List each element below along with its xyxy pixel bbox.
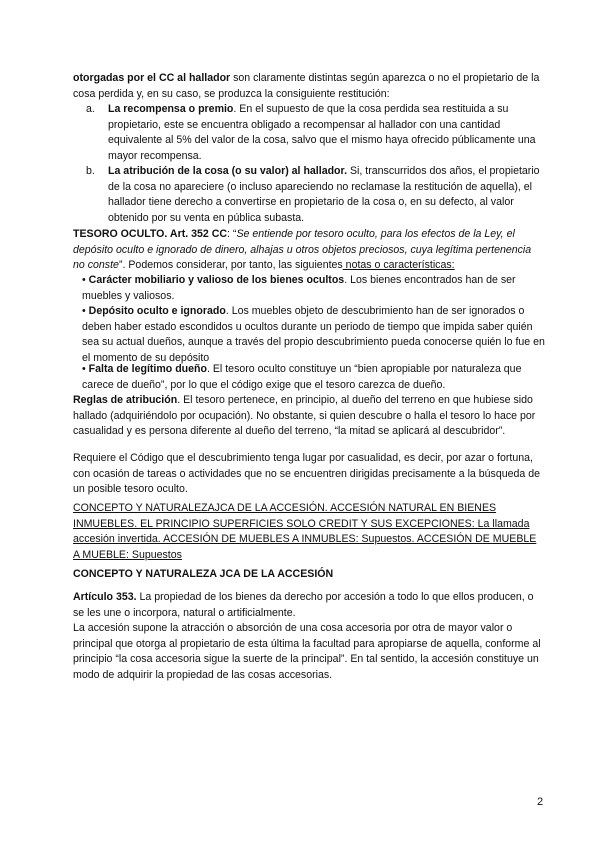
bullet-item xyxy=(82,362,546,393)
bullet-text: . Los muebles objeto de descubrimiento han de ser ignorados o deben haber estado escondidos u ocultos durante un periodo de tiempo que impida saber quién sea su actual dueños, aunque a través del propio descubrimiento pueda conocerse quién lo fue en el momento de su depósito xyxy=(82,305,545,364)
art353-text: La propiedad de los bienes da derecho por accesión a todo lo que ellos producen, o se les une o incorpora, natural o artificialmente. xyxy=(73,591,534,619)
tesoro-text: ”. Podemos considerar, por tanto, las siguientes xyxy=(118,259,343,272)
bullet-title: Falta de legítimo dueño xyxy=(88,363,207,375)
tesoro-underlined: notas o características: xyxy=(342,259,455,272)
art353-paragraph xyxy=(73,590,543,621)
list-item-a xyxy=(86,102,546,164)
list-marker: b. xyxy=(86,165,95,177)
list-item-text: Si, transcurridos dos años, el propietario de la cosa no apareciere (o incluso apareciendo no reclamase la restitución de aquella), el hallador tiene derecho a convertirse en propietario de la cosa o, en su defecto, al valor obtenido por su venta en pública subasta. xyxy=(108,165,540,224)
bullet-item xyxy=(82,273,546,304)
section-title xyxy=(73,567,543,583)
bullet-marker: • xyxy=(82,274,86,286)
bullet-marker: • xyxy=(82,363,86,375)
bullet-title: Depósito oculto e ignorado xyxy=(88,305,226,317)
list-item-b xyxy=(86,164,546,226)
index-heading-text: CONCEPTO Y NATURALEZAJCA DE LA ACCESIÓN. ACCESIÓN NATURAL EN BIENES INMUEBLES. EL PRINCIPIO SUPERFICIES SOLO CREDIT Y SUS EXCEPCIONES: La llamada accesión invertida. ACCESIÓN DE MUEBLES A INMUBLES: Supuestos. ACCESIÓN DE MUEBLE A MUEBLE: Supuestos xyxy=(73,502,537,561)
page-number: 2 xyxy=(537,796,544,808)
index-heading xyxy=(73,501,543,563)
accesion-paragraph: La accesión supone la atracción o absorción de una cosa accesoria por otra de mayor valor o principal que otorga al propietario de esta última la facultad para apropiarse de aquella, conforme al principio “la cosa accesoria sigue la suerte de la principal”. En tal sentido, la accesión constituye un modo de adquirir la propiedad de las cosas accesorias. xyxy=(73,622,541,681)
list-item-title: La atribución de la cosa (o su valor) al hallador. xyxy=(108,165,348,177)
tesoro-sep: : “ xyxy=(227,228,237,240)
tesoro-bold: TESORO OCULTO. Art. 352 CC xyxy=(73,228,228,240)
list-item-title: La recompensa o premio xyxy=(108,103,234,115)
intro-bold: otorgadas por el CC al hallador xyxy=(73,72,231,84)
section-title-text: CONCEPTO Y NATURALEZA JCA DE LA ACCESIÓN xyxy=(73,568,334,580)
list-item-text: . En el supuesto de que la cosa perdida sea restituida a su propietario, este se encuentra obligado a recompensar al hallador con una cantidad equivalente al 5% del valor de la cosa, salvo que el mismo haya ofrecido públicamente una mayor recompensa. xyxy=(108,103,536,162)
art353-bold: Artículo 353. xyxy=(73,591,137,603)
bullet-text: . Los bienes encontrados han de ser muebles y valiosos. xyxy=(82,274,516,302)
bullet-marker: • xyxy=(82,305,86,317)
tesoro-paragraph xyxy=(73,227,543,274)
bullet-title: Carácter mobiliario y valioso de los bienes ocultos xyxy=(88,274,345,286)
tesoro-quote: Se entiende por tesoro oculto, para los efectos de la Ley, el depósito oculto e ignorado de dinero, alhajas u otros objetos preciosos, cuya legítima pertenencia no conste xyxy=(73,228,532,272)
reglas-bold: Reglas de atribución xyxy=(73,394,178,406)
intro-paragraph xyxy=(73,71,543,102)
reglas-paragraph xyxy=(73,393,543,440)
bullet-text: . El tesoro oculto constituye un “bien apropiable por naturaleza que carece de dueño”, por lo que el código exige que el tesoro carezca de dueño. xyxy=(82,363,522,391)
reglas-text: . El tesoro pertenece, en principio, al dueño del terreno en que hubiese sido hallado (adquiriéndolo por ocupación). No obstante, si quien descubre o halla el tesoro lo hace por casualidad y es persona diferente al dueño del terreno, “la mitad se aplicará al descubridor”. xyxy=(73,394,536,438)
bullet-item xyxy=(82,304,546,366)
list-marker: a. xyxy=(86,103,95,115)
intro-text: son claramente distintas según aparezca o no el propietario de la cosa perdida y, en su caso, se produzca la consiguiente restitución: xyxy=(73,72,540,100)
requiere-paragraph: Requiere el Código que el descubrimiento tenga lugar por casualidad, es decir, por azar o fortuna, con ocasión de tareas o actividades que no se encuentren dirigidas precisamente a la búsqueda de un posible tesoro oculto. xyxy=(73,452,541,496)
